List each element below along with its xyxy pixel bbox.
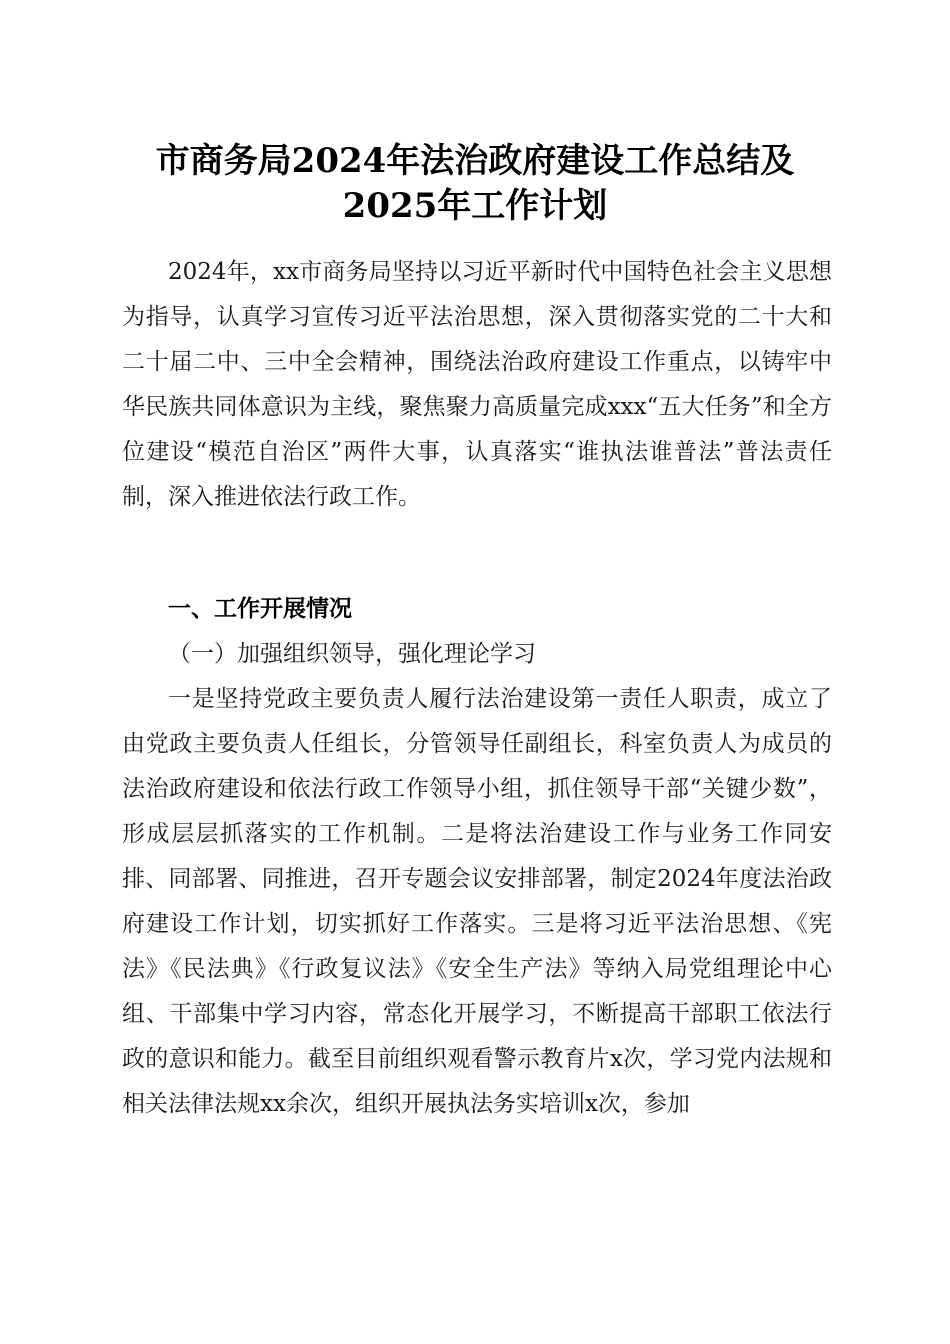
- section-heading-work-progress: 一、工作开展情况: [168, 596, 352, 622]
- document-title-line-1: 市商务局2024年法治政府建设工作总结及: [155, 141, 795, 181]
- document-title-line-2: 2025年工作计划: [342, 186, 608, 226]
- main-paragraph: 一是坚持党政主要负责人履行法治建设第一责任人职责，成立了由党政主要负责人任组长，分管领导任副组长，科室负责人为成员的法治政府建设和依法行政工作领导小组，抓住领导干部“关键少数”，形成层层抓落实的工作机制。二是将法治建设工作与业务工作同安排、同部署、同推进，召开专题会议安排部署，制定2024年度法治政府建设工作计划，切实抓好工作落实。三是将习近平法治思想、《宪法》《民法典》《行政复议法》《安全生产法》等纳入局党组理论中心组、干部集中学习内容，常态化开展学习，不断提高干部职工依法行政的意识和能力。截至目前组织观看警示教育片x次，学习党内法规和相关法律法规xx余次，组织开展执法务实培训x次，参加: [122, 686, 832, 1117]
- intro-paragraph: 2024年，xx市商务局坚持以习近平新时代中国特色社会主义思想为指导，认真学习宣传习近平法治思想，深入贯彻落实党的二十大和二十届二中、三中全会精神，围绕法治政府建设工作重点，以铸牢中华民族共同体意识为主线，聚焦聚力高质量完成xxx“五大任务”和全方位建设“模范自治区”两件大事，认真落实“谁执法谁普法”普法责任制，深入推进依法行政工作。: [122, 259, 832, 510]
- subsection-heading-organization: （一）加强组织领导，强化理论学习: [168, 641, 536, 667]
